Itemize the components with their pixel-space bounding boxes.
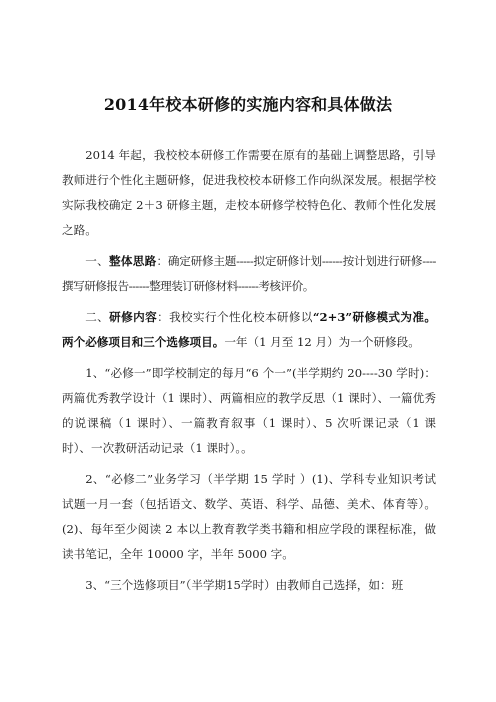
paragraph-required-two (62, 467, 436, 567)
paragraph-text: 一年（1 月至 12 月）为一个研修段。 (224, 335, 420, 349)
section-heading: 研修内容 (109, 310, 158, 324)
page-title: 2014年校本研修的实施内容和具体做法 (103, 95, 393, 114)
paragraph-text: 2014 年起，我校校本研修工作需要在原有的基础上调整思路，引导教师进行个性化主题研修，促进我校校本研修工作向纵深发展。根据学校实际我校确定 2＋3 研修主题，走校本研修学校特色化、教师个性化发展之路。 (62, 148, 436, 237)
section-number: 二、 (85, 310, 110, 324)
document-body (62, 143, 436, 604)
paragraph-text: 3、“三个选修项目”（半学期15学时）由教师自己选择，如：班 (85, 578, 404, 592)
paragraph-text: 2、“必修二”业务学习（半学期 15 学时 ）(1)、学科专业知识考试试题一月一套（包括语文、数学、英语、科学、品德、美术、体育等）。(2)、每年至少阅读 2 本以上教育教学类书籍和相应学段的课程标准，做读书笔记，全年 10000 字，半年 5000 字。 (62, 472, 436, 561)
bold-emphasis: “2+3”研修模式为准。两个必修项目和三个选修项目。 (62, 310, 436, 349)
paragraph-required-one (62, 361, 436, 461)
section-number: 一、 (85, 254, 109, 268)
paragraph-research-content (62, 305, 436, 355)
paragraph-intro (62, 143, 436, 243)
paragraph-text: 1、“必修一”即学校制定的每月“6 个一”(半学期约 20----30 学时)：两篇优秀教学设计（1 课时）、两篇相应的教学反思（1 课时）、一篇优秀的说课稿（1 课时）、一篇教育叙事（1 课时）、5 次听课记录（1 课时）、一次教研活动记录（1 课时）。。 (62, 366, 436, 455)
paragraph-text: ：我校实行个性化校本研修以 (157, 310, 313, 324)
paragraph-text: ：确定研修主题-----拟定研修计划------按计划进行研修----撰写研修报告------整理装订研修材料------考核评价。 (62, 254, 436, 293)
paragraph-electives (62, 573, 436, 598)
section-heading: 整体思路 (108, 254, 157, 268)
paragraph-overall-approach (62, 249, 436, 299)
